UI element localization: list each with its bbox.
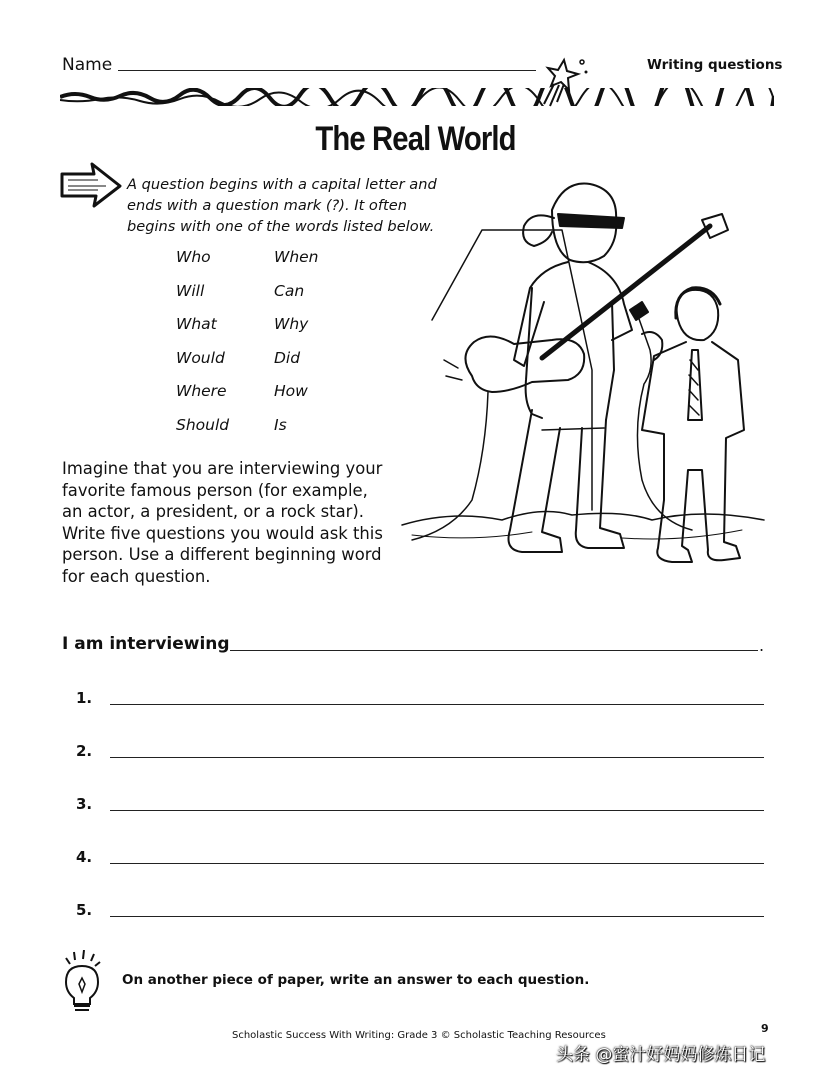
question-word: Would [176, 348, 225, 367]
page-title: The Real World [315, 120, 516, 158]
question-line-1[interactable] [110, 704, 764, 705]
interviewing-label: I am interviewing [62, 634, 230, 654]
question-line-2[interactable] [110, 757, 764, 758]
question-word: Can [274, 281, 305, 300]
question-number: 1. [76, 689, 93, 707]
question-number: 4. [76, 848, 93, 866]
question-word: Where [176, 382, 227, 401]
word-row [176, 282, 319, 316]
question-word: Should [176, 415, 230, 434]
name-line[interactable] [118, 70, 536, 71]
header-rule [60, 88, 774, 106]
question-word: How [274, 382, 308, 401]
question-word: Will [176, 281, 205, 300]
question-number: 3. [76, 795, 93, 813]
word-row [176, 248, 319, 282]
question-word: Who [176, 248, 211, 266]
instructions-paragraph: Imagine that you are interviewing your favorite famous person (for example, an actor, a president, or a rock star). Write five questions you would ask this person. Use a different beginning word for each question. [62, 459, 383, 586]
question-number: 2. [76, 742, 93, 760]
question-word: Is [274, 415, 287, 434]
question-word: What [176, 315, 217, 334]
word-row [176, 416, 319, 450]
interview-illustration [392, 170, 772, 580]
page-number: 9 [761, 1022, 769, 1035]
section-tag: Writing questions [647, 57, 783, 73]
lightbulb-icon [60, 950, 104, 1014]
word-row [176, 382, 319, 416]
name-label: Name [62, 55, 113, 75]
question-line-5[interactable] [110, 916, 764, 917]
watermark: 头条 @蜜汁好妈妈修炼日记 [556, 1045, 766, 1065]
intro-text: A question begins with a capital letter and ends with a question mark (?). It often begins with one of the words listed below. [127, 176, 437, 235]
word-row [176, 349, 319, 383]
interviewee-period: . [759, 636, 765, 655]
question-line-3[interactable] [110, 810, 764, 811]
question-word: Why [274, 315, 309, 334]
tip-text: On another piece of paper, write an answer to each question. [122, 972, 590, 988]
question-word: Did [274, 348, 301, 367]
question-word-list [176, 248, 319, 450]
question-number: 5. [76, 901, 93, 919]
word-row [176, 315, 319, 349]
footer-credit: Scholastic Success With Writing: Grade 3 © Scholastic Teaching Resources [232, 1030, 606, 1041]
question-line-4[interactable] [110, 863, 764, 864]
interviewee-field[interactable] [230, 650, 758, 651]
arrow-right-icon [58, 160, 124, 210]
question-word: When [274, 248, 319, 266]
